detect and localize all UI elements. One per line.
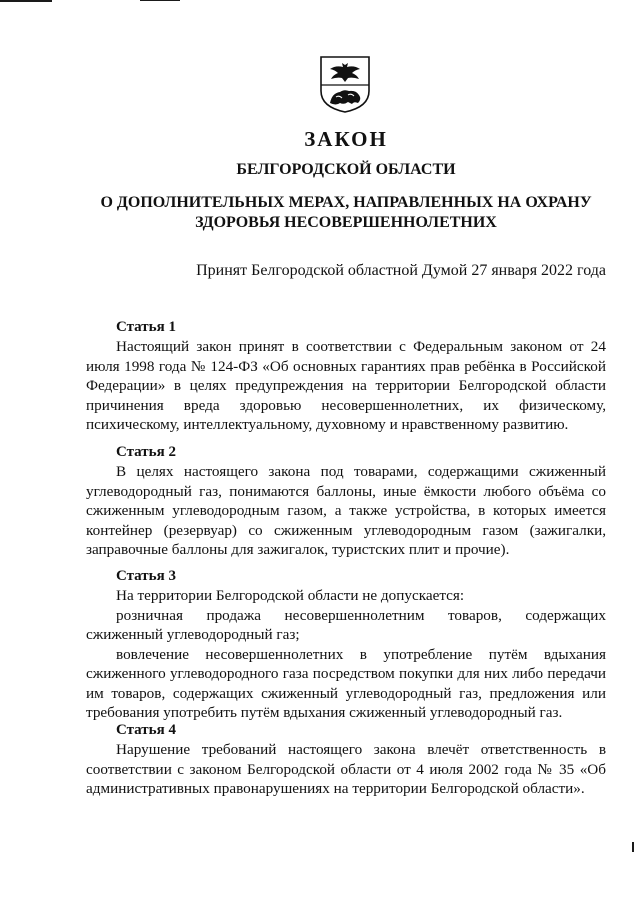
law-title: ЗАКОН xyxy=(304,127,388,151)
article-paragraph: Настоящий закон принят в соответствии с Федеральным законом от 24 июля 1998 года № 124-ФЗ «Об основных гарантиях прав ребёнка в Российской Федерации» в целях предупреждения на территории Белгородской области причинения вреда здоровью несовершеннолетних, их физическому, психическому, интеллектуальному, духовному и нравственному развитию. xyxy=(86,338,606,433)
scan-artifact-top xyxy=(140,0,180,1)
article-paragraph: Нарушение требований настоящего закона влечёт ответственность в соответствии с законом Белгородской области от 4 июля 2002 года № 35 «Об административных правонарушениях на территории Белгородской области». xyxy=(86,741,606,797)
article-2 xyxy=(86,442,606,560)
article-heading: Статья 3 xyxy=(116,568,176,584)
law-region: БЕЛГОРОДСКОЙ ОБЛАСТИ xyxy=(236,161,456,178)
article-paragraph: На территории Белгородской области не допускается: xyxy=(116,587,465,604)
scan-artifact-top xyxy=(0,0,52,2)
article-paragraph: розничная продажа несовершеннолетним товаров, содержащих сжиженный углеводородный газ; xyxy=(86,606,606,643)
law-subject xyxy=(86,193,606,233)
article-1 xyxy=(86,317,606,435)
article-heading: Статья 2 xyxy=(116,444,176,460)
law-subject-line: О ДОПОЛНИТЕЛЬНЫХ МЕРАХ, НАПРАВЛЕННЫХ НА ОХРАНУ xyxy=(100,194,592,211)
article-3 xyxy=(86,566,606,723)
article-paragraph: В целях настоящего закона под товарами, содержащими сжиженный углеводородный газ, понимаются баллоны, иные ёмкости любого объёма со сжиженным углеводородным газом, а также устройства, в которых имеется контейнер (резервуар) со сжиженным углеводородным газом (зажигалки, заправочные баллоны для зажигалок, туристских плит и прочие). xyxy=(86,463,606,558)
article-heading: Статья 4 xyxy=(116,722,176,738)
coat-of-arms-emblem xyxy=(318,55,372,113)
law-subject-line: ЗДОРОВЬЯ НЕСОВЕРШЕННОЛЕТНИХ xyxy=(195,214,497,231)
article-paragraph: вовлечение несовершеннолетних в употребление путём вдыхания сжиженного углеводородного газа посредством покупки для них либо передачи им товаров, содержащих сжиженный углеводородный газ, предложения или требования употребить путём вдыхания сжиженный углеводородный газ. xyxy=(86,645,606,721)
adoption-statement: Принят Белгородской областной Думой 27 января 2022 года xyxy=(196,262,606,279)
article-4 xyxy=(86,720,606,799)
scan-artifact-right xyxy=(632,842,634,852)
article-heading: Статья 1 xyxy=(116,319,176,335)
belgorod-coat-of-arms-icon xyxy=(318,55,372,113)
